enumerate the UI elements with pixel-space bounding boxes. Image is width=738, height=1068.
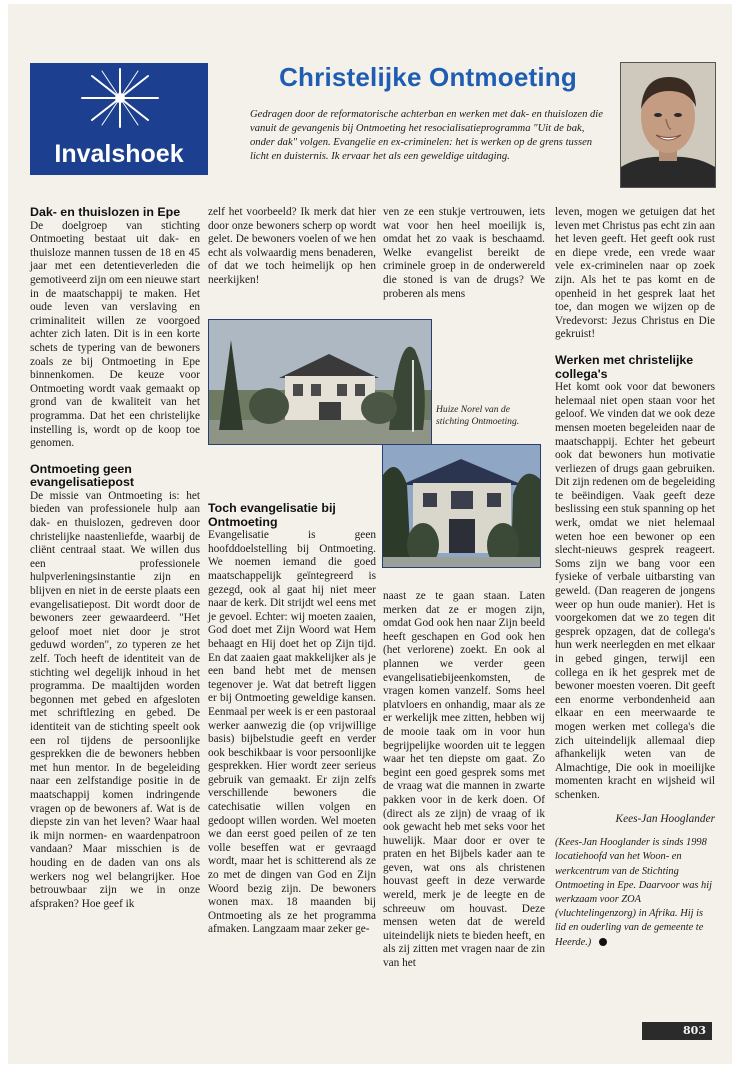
- photo-caption: Huize Norel van de stichting Ontmoeting.: [436, 404, 520, 428]
- heading-toch-evangelisatie: Toch evangelisatie bij Ontmoeting: [208, 501, 336, 529]
- heading-christelijke-collegas: Werken met christelijke collega's: [555, 352, 694, 381]
- column-4: [555, 206, 715, 950]
- paragraph-vertrouwen: ven ze een stukje vertrouwen, iets wat voor hen heel moeilijk is, omdat het zo vaak is beschaamd. Welke evangelist bereikt de criminele groep in de onderwereld die stoned is van de drugs? We proberen als mens: [383, 206, 545, 300]
- paragraph-leven: leven, mogen we getuigen dat het leven met Christus pas echt zin aan het leven geeft. Het geeft ook rust en diepe vrede, een vrede waar vele ex-criminelen naar op zoek zijn. Als het te pas komt en de openheid in het gesprek laat het toe, dan mogen we wijzen op de Vredevorst: Jezus Christus en Die gekruist!: [555, 206, 715, 341]
- paragraph-doelgroep: De doelgroep van stichting Ontmoeting bestaat uit dak- en thuisloze mannen tussen de 18 en 45 jaar met een detentieverleden die gemotiveerd zijn om een nieuwe start in de maatschappij te maken. Het oude leven van verslaving en criminaliteit willen ze voorgoed achter zich laten. Dit is in een korte schets de typering van de bewoners zoals ze bij Ontmoeting in Epe binnenkomen. De keuze voor Ontmoeting wordt vaak gemaakt op grond van de kwaliteit van het programma. Dat het een christelijke instelling is, wordt op de koop toe genomen.: [30, 219, 200, 450]
- end-bullet-icon: [599, 938, 607, 946]
- column-3-bottom: [383, 590, 545, 971]
- portrait-image: [621, 63, 715, 187]
- heading-geen-evangelisatiepost: Ontmoeting geen evangelisatiepost: [30, 461, 134, 490]
- article-intro: Gedragen door de reformatorische achterban en werken met dak- en thuislozen die vanuit de gevangenis bij Ontmoeting het resocialisatieprogramma "Uit de bak, onder dak" volgen. Evangelie en ex-criminelen: het is werken op de grens tussen licht en duisternis. Ik ervaar het als een geweldige uitdaging.: [250, 109, 603, 162]
- photo-huize-norel-exterior: [208, 319, 432, 445]
- paragraph-evangelisatie: Evangelisatie is geen hoofddoelstelling bij Ontmoeting. We noemen iemand die goed maatschappelijk geïntegreerd is gezegd, ook al gaat hij niet meer naar de kerk. Dit strijdt wel eens met je gevoel. Echter: wij moeten zaaien, God doet met Zijn Woord wat Hem behaagt en Hij doet het op Zijn tijd. En dat zaaien gaat makkelijker als je een band hebt met de mensen tegenover je. Wat dat betreft liggen er bij Ontmoeting geweldige kansen. Eenmaal per week is er een pastoraal werker aanwezig die (op vrijwillige basis) bijbelstudie geeft en verder ook beschikbaar is voor persoonlijke gesprekken. Hier wordt zeer serieus gebruik van gemaakt. Er zijn zelfs verschillende bewoners die catechisatie willen volgen en gedoopt willen worden. Wel moeten we dan eerst goed peilen of ze ten volle beseffen wat er gevraagd wordt, maar het is schitterend als ze zo met de dingen van God en Zijn Woord bezig zijn. De bewoners wonen max. 18 maanden bij Ontmoeting als ze het programma afmaken. Langzaam maar zeker ge-: [208, 529, 376, 936]
- paragraph-naast-ze-staan: naast ze te gaan staan. Laten merken dat ze er mogen zijn, omdat God ook hen naar Zijn beeld heeft geschapen en God ook hen (het verlorene) zoekt. En ook al plannen we verder geen evangelisatiebijeenkomsten, de vragen komen vanzelf. Soms heel platvloers en onhandig, maar als ze er werkelijk mee zitten, hebben wij de mooie taak om in voor hun begrijpelijke woorden uit te leggen waar het ten diepste om gaat. Zo begint een goed gesprek soms met de vraag wat die mannen in zwarte pakken voor in de kerk doen. Of (direct als ze zijn) de vraag of ik ook gewacht heb met seks voor het huwelijk. Maar door er over te praten en het Bijbels kader aan te geven, wat ons als christenen houvast geeft in deze verwarde wereld, merk je de leegte en de schreeuw om houvast. Deze mensen weten dat de wereld uiteindelijk niets te bieden heeft, en als zij zitten met vragen naar de zin van het: [383, 590, 545, 970]
- column-1: [30, 206, 200, 911]
- author-bio: [555, 836, 715, 950]
- paragraph-missie: De missie van Ontmoeting is: het bieden van professionele hulp aan dak- en thuislozen, gedreven door christelijke naastenliefde, waarbij de cliënt centraal staat. We willen dus een professionele hulpverleningsinstantie zijn en blijven en niet in de eerste plaats een evangelisatiepost. Dit wordt door de bewoners zeer gewaardeerd. "Het geloof moet niet door je strot geduwd worden", zo typeren ze het zelf. Toch heeft de identiteit van de stichting wel degelijk inhoud in het programma. De maaltijden worden begonnen met gebed en afgesloten met schriftlezing en gebed. De identiteit van de stichting speelt ook een rol tijdens de persoonlijke gesprekken die de bewoners hebben met hun mentor. In de begeleiding naar een zelfstandige positie in de maatschappij komen indringende vragen op de bewoners af. Wat is de diepste zin van het leven? Waar haal ik mijn normen- en waardenpatroon vandaan? Maar misschien is de houding en de daden van ons als werkers nog wel belangrijker. Hoe betrouwbaar zijn we in onze afspraken? Hoe geef ik: [30, 489, 200, 910]
- column-3-top: [383, 206, 545, 301]
- page-number: 803: [642, 1022, 712, 1040]
- author-signature: Kees-Jan Hooglander: [615, 812, 715, 825]
- author-portrait: [620, 62, 716, 188]
- article-title: Christelijke Ontmoeting: [279, 62, 577, 92]
- star-burst-icon: [78, 67, 162, 129]
- logo-text: Invalshoek: [54, 140, 184, 168]
- paragraph-voorbeeld: zelf het voorbeeld? Ik merk dat hier door onze bewoners scherp op wordt gelet. De bewoners voelen of we hen echt als volwaardig mens benaderen, of dat we toch heimelijk op hen neerkijken!: [208, 206, 376, 286]
- column-2-top: [208, 206, 376, 288]
- invalshoek-logo: [30, 63, 208, 175]
- column-2-bottom: [208, 502, 376, 937]
- photo-huize-norel-front: [382, 444, 541, 568]
- paragraph-collegas: Het komt ook voor dat bewoners helemaal niet open staan voor het geloof. We vinden dat we ook deze mensen moeten begeleiden naar de maatschappij. Echter het gebeurt ook dat bewoners hun motivatie verliezen of drugs gaan gebruiken. Dit zijn redenen om de begeleiding te beëindigen. Vaak geeft deze beslissing een stuk spanning op het werk, omdat we niet helemaal weten hoe een bewoner op een slecht-nieuws gesprek reageert. Soms zijn we bang voor een fysieke of verbale uitbarsting van geweld. (Dan reageren de jongens weer op hun oude manier). Het is voorgekomen dat we zo tegen dit gesprek opzagen, dat de collega's hun werk neerlegden en met elkaar in gebed gingen, terwijl een collega en ik het gesprek met de bewoner moesten voeren. Dit geeft een enorme verbondenheid aan elkaar en een meerwaarde te mogen werken met collega's die zich uiteindelijk allemaal diep afhankelijk weten van de Almachtige, Die ook in moeilijke momenten kracht en wijsheid wil schenken.: [555, 381, 715, 801]
- heading-dak-thuislozen: Dak- en thuislozen in Epe: [30, 205, 181, 219]
- author-bio-text: (Kees-Jan Hooglander is sinds 1998 locatiehoofd van het Woon- en werkcentrum van de Stichting Ontmoeting in Epe. Daarvoor was hij werkzaam voor ZOA (vluchtelingenzorg) in Afrika. Hij is lid en ouderling van de gemeente te Heerde.): [555, 837, 713, 948]
